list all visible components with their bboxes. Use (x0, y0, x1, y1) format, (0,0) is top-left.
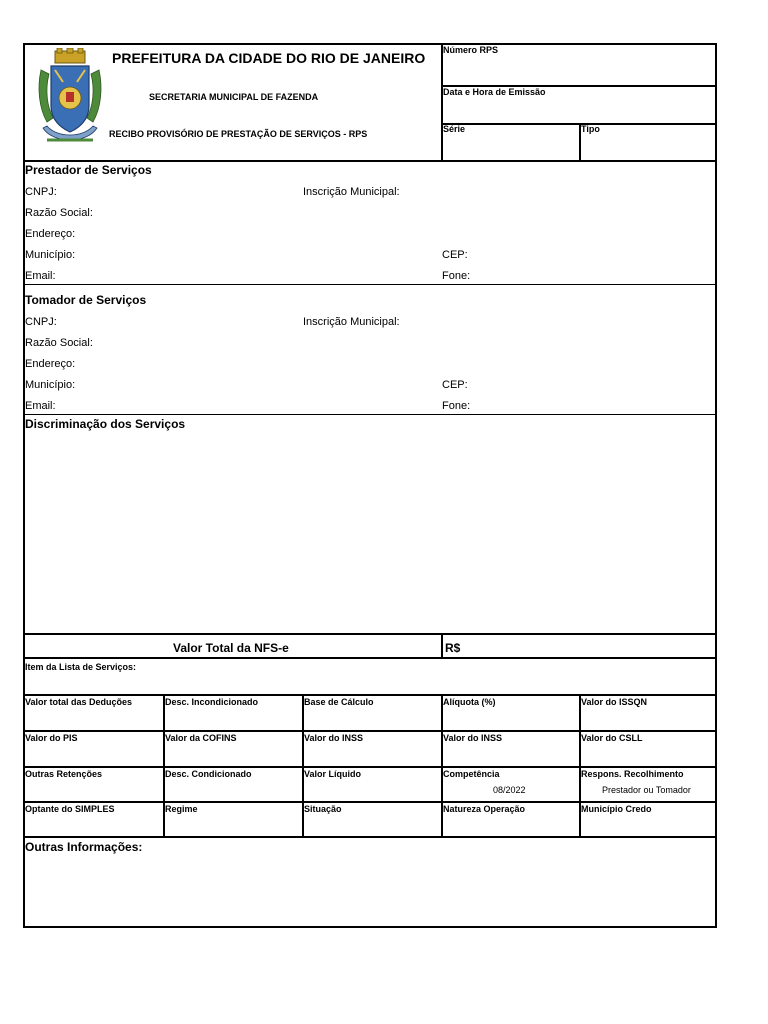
prestador-title: Prestador de Serviços (25, 163, 152, 177)
valor-pis-label: Valor do PIS (25, 733, 78, 743)
coat-of-arms-icon (35, 48, 105, 150)
tomador-title: Tomador de Serviços (25, 293, 147, 307)
desc-condicionado-label: Desc. Condicionado (165, 769, 252, 779)
tomador-cep-label: CEP: (442, 379, 468, 391)
tomador-endereco-label: Endereço: (25, 358, 76, 370)
base-calculo-label: Base de Cálculo (304, 697, 374, 707)
valor-cofins-label: Valor da COFINS (165, 733, 237, 743)
tomador-email-label: Email: (25, 400, 56, 412)
recibo-label: RECIBO PROVISÓRIO DE PRESTAÇÃO DE SERVIÇOS - RPS (109, 129, 368, 139)
prestador-razao-label: Razão Social: (25, 207, 93, 219)
regime-label: Regime (165, 804, 198, 814)
desc-incondicionado-label: Desc. Incondicionado (165, 697, 259, 707)
discriminacao-title: Discriminação dos Serviços (25, 417, 186, 431)
municipio-credo-label: Município Credo (581, 804, 652, 814)
prestador-inscricao-label: Inscrição Municipal: (303, 186, 400, 198)
tomador-razao-label: Razão Social: (25, 337, 93, 349)
aliquota-label: Alíquota (%) (443, 697, 496, 707)
valor-deducoes-label: Valor total das Deduções (25, 697, 133, 707)
tomador-cnpj-label: CNPJ: (25, 316, 57, 328)
rps-form (23, 43, 717, 928)
optante-simples-label: Optante do SIMPLES (25, 804, 115, 814)
prestador-email-label: Email: (25, 270, 56, 282)
secretaria-label: SECRETARIA MUNICIPAL DE FAZENDA (149, 92, 319, 102)
prestador-cnpj-label: CNPJ: (25, 186, 57, 198)
competencia-label: Competência (443, 769, 500, 779)
valor-csll-label: Valor do CSLL (581, 733, 643, 743)
item-lista-label: Item da Lista de Serviços: (25, 662, 137, 672)
numero-rps-label: Número RPS (443, 45, 499, 55)
responsavel-label: Respons. Recolhimento (581, 769, 684, 779)
outras-retencoes-label: Outras Retenções (25, 769, 103, 779)
prestador-endereco-label: Endereço: (25, 228, 76, 240)
tomador-municipio-label: Município: (25, 379, 76, 391)
serie-label: Série (443, 124, 466, 134)
data-hora-label: Data e Hora de Emissão (443, 87, 546, 97)
prestador-cep-label: CEP: (442, 249, 468, 261)
valor-inss-label: Valor do INSS (304, 733, 364, 743)
city-title: PREFEITURA DA CIDADE DO RIO DE JANEIRO (112, 50, 426, 66)
tipo-label: Tipo (581, 124, 600, 134)
tomador-fone-label: Fone: (442, 400, 471, 412)
tomador-inscricao-label: Inscrição Municipal: (303, 316, 400, 328)
prestador-municipio-label: Município: (25, 249, 76, 261)
valor-total-currency: R$ (445, 641, 461, 655)
valor-liquido-label: Valor Líquido (304, 769, 362, 779)
valor-issqn-label: Valor do ISSQN (581, 697, 648, 707)
valor-inss-2-label: Valor do INSS (443, 733, 503, 743)
valor-total-label: Valor Total da NFS-e (173, 641, 289, 655)
responsavel-value: Prestador ou Tomador (602, 785, 691, 795)
natureza-operacao-label: Natureza Operação (443, 804, 526, 814)
situacao-label: Situação (304, 804, 342, 814)
outras-informacoes-title: Outras Informações: (25, 840, 143, 854)
competencia-value: 08/2022 (493, 785, 526, 795)
prestador-fone-label: Fone: (442, 270, 471, 282)
